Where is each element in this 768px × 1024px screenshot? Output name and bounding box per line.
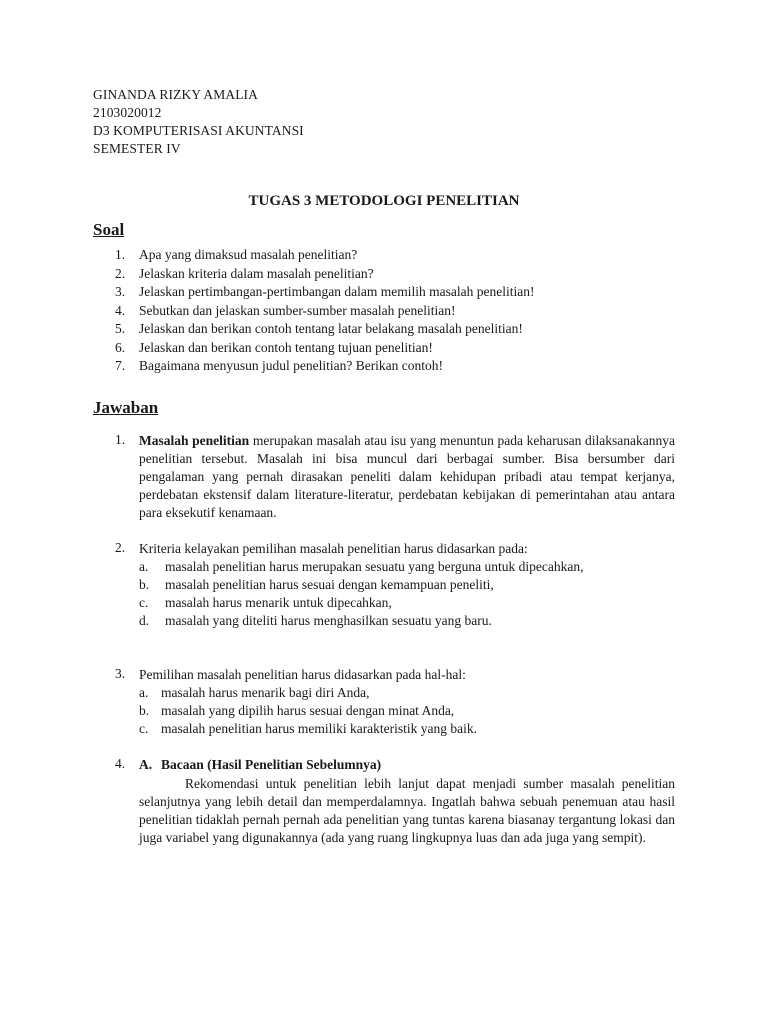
answer-intro: Kriteria kelayakan pemilihan masalah penelitian harus didasarkan pada:	[139, 540, 528, 556]
answer-number: 3.	[115, 665, 126, 681]
item-letter: b.	[139, 702, 150, 718]
question-item	[93, 265, 675, 284]
answer-4	[93, 756, 675, 847]
criteria-item	[139, 612, 675, 630]
student-header	[93, 86, 675, 158]
item-letter: c.	[139, 595, 149, 611]
question-item	[93, 302, 675, 321]
item-text: masalah harus menarik untuk dipecahkan,	[165, 595, 392, 611]
selection-item	[139, 702, 675, 720]
question-text: Apa yang dimaksud masalah penelitian?	[139, 247, 358, 262]
question-number: 2.	[115, 265, 126, 281]
question-text: Jelaskan pertimbangan-pertimbangan dalam memilih masalah penelitian!	[139, 284, 535, 299]
question-number: 5.	[115, 321, 126, 336]
question-item	[93, 320, 675, 339]
item-text: masalah yang dipilih harus sesuai dengan minat Anda,	[161, 702, 455, 718]
question-number: 1.	[115, 247, 126, 262]
answer-subheading	[139, 756, 675, 774]
item-text: masalah penelitian harus merupakan sesuatu yang berguna untuk dipecahkan,	[165, 558, 584, 574]
item-letter: d.	[139, 613, 150, 629]
selection-item	[139, 720, 675, 738]
answer-term: Masalah penelitian	[139, 432, 250, 448]
question-number: 4.	[115, 302, 126, 318]
item-text: masalah penelitian harus memiliki karakteristik yang baik.	[161, 721, 478, 737]
selection-item	[139, 684, 675, 702]
item-text: masalah penelitian harus sesuai dengan kemampuan peneliti,	[165, 576, 494, 592]
item-text: masalah yang diteliti harus menghasilkan sesuatu yang baru.	[165, 613, 492, 629]
subheading-letter: A.	[139, 757, 153, 773]
item-text: masalah harus menarik bagi diri Anda,	[161, 684, 370, 700]
answer-paragraph: Rekomendasi untuk penelitian lebih lanjut dapat menjadi sumber masalah penelitian selanjutnya yang lebih detail dan memperdalamnya. Ingatlah bahwa sebuah penemuan atau hasil penelitian tidaklah pernah pernah ada penelitian yang tuntas karena biasanay tergantung lokasi dan juga variabel yang digunakannya (ada yang ruang lingkupnya luas dan ada juga yang sempit).	[139, 775, 675, 846]
question-text: Jelaskan kriteria dalam masalah penelitian?	[139, 265, 374, 281]
item-letter: a.	[139, 558, 149, 574]
student-name: GINANDA RIZKY AMALIA	[93, 87, 258, 102]
question-item	[93, 357, 675, 376]
answer-2	[93, 540, 675, 631]
question-item	[93, 283, 675, 302]
question-number: 6.	[115, 339, 126, 355]
question-item	[93, 246, 675, 265]
question-text: Jelaskan dan berikan contoh tentang latar belakang masalah penelitian!	[139, 321, 523, 336]
subheading-text: Bacaan (Hasil Penelitian Sebelumnya)	[161, 757, 382, 773]
criteria-item	[139, 558, 675, 576]
criteria-item	[139, 576, 675, 594]
question-text: Bagaimana menyusun judul penelitian? Berikan contoh!	[139, 358, 444, 373]
item-letter: b.	[139, 576, 150, 592]
answer-number: 1.	[115, 431, 126, 447]
item-letter: a.	[139, 684, 149, 700]
answer-text: merupakan masalah atau isu yang menuntun pada keharusan dilaksanakannya penelitian tersebut. Masalah ini bisa muncul dari berbagai sumber. Bisa bersumber dari pengalaman yang pernah dirasakan peneliti dalam kehidupan pribadi atau tempat kerjanya, perdebatan ekstensif dalam literature-literatur, perdebatan kebijakan di pemerintahan atau antara para eksekutif kenamaan.	[139, 432, 676, 521]
answer-number: 4.	[115, 756, 126, 772]
study-program: D3 KOMPUTERISASI AKUNTANSI	[93, 123, 304, 138]
question-text: Sebutkan dan jelaskan sumber-sumber masalah penelitian!	[139, 302, 456, 318]
answer-1	[93, 432, 675, 523]
question-item	[93, 339, 675, 358]
answer-intro: Pemilihan masalah penelitian harus didasarkan pada hal-hal:	[139, 666, 466, 682]
criteria-item	[139, 594, 675, 612]
question-list	[93, 246, 675, 376]
document-title: TUGAS 3 METODOLOGI PENELITIAN	[248, 193, 520, 209]
document-page	[93, 86, 675, 847]
student-id: 2103020012	[93, 105, 162, 120]
question-number: 3.	[115, 284, 126, 299]
jawaban-heading: Jawaban	[93, 397, 159, 417]
question-text: Jelaskan dan berikan contoh tentang tujuan penelitian!	[139, 339, 433, 355]
soal-heading: Soal	[93, 220, 125, 239]
item-letter: c.	[139, 721, 149, 737]
answer-paragraph	[139, 432, 675, 523]
question-number: 7.	[115, 358, 126, 373]
answer-number: 2.	[115, 539, 126, 555]
semester: SEMESTER IV	[93, 141, 181, 156]
answer-3	[93, 666, 675, 739]
